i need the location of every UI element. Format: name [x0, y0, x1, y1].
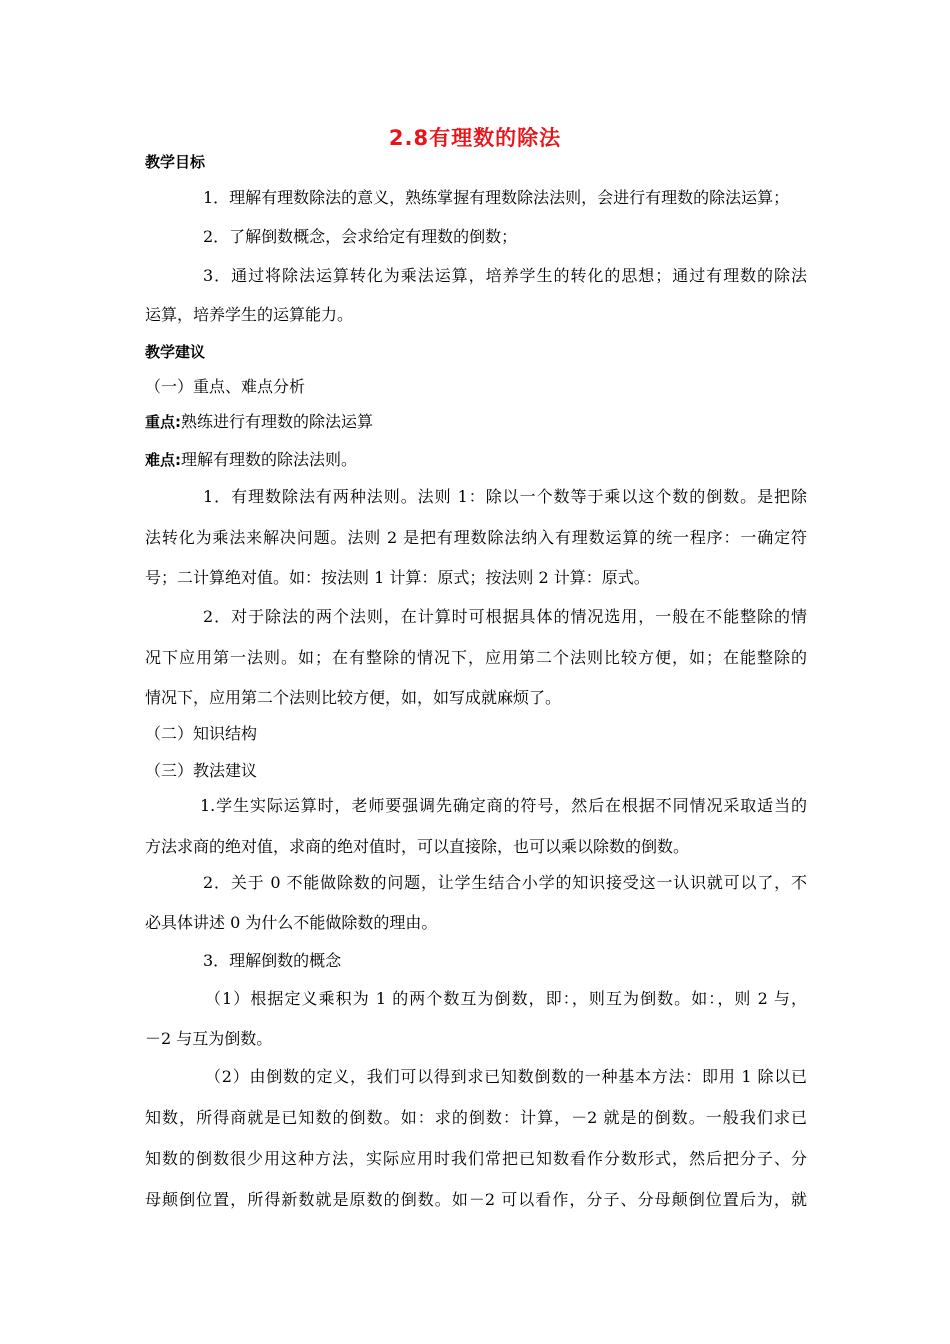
- goal-3-line-1: 3．通过将除法运算转化为乘法运算，培养学生的转化的思想；通过有理数的除法: [203, 266, 807, 285]
- para-3-line-2: 方法求商的绝对值，求商的绝对值时，可以直接除，也可以乘以除数的倒数。: [145, 837, 690, 856]
- section-1-heading: （一）重点、难点分析: [145, 377, 306, 396]
- para-7-line-1: （2）由倒数的定义，我们可以得到求已知数倒数的一种基本方法：即用 1 除以已: [205, 1067, 807, 1086]
- difficult-point-label: 难点:: [145, 451, 181, 469]
- section-3-heading: （三）教法建议: [145, 761, 258, 780]
- para-2-line-3: 情况下，应用第二个法则比较方便，如，如写成就麻烦了。: [145, 688, 562, 707]
- difficult-point: [145, 449, 807, 471]
- heading-teaching-suggestions: 教学建议: [145, 343, 206, 361]
- para-3-line-1: 1.学生实际运算时，老师要强调先确定商的符号，然后在根据不同情况采取适当的: [200, 796, 807, 815]
- para-2-line-2: 况下应用第一法则。如；在有整除的情况下，应用第二个法则比较方便，如；在能整除的: [145, 648, 807, 667]
- document-title: 2.8有理数的除法: [388, 126, 562, 150]
- para-5-heading: 3．理解倒数的概念: [203, 951, 342, 970]
- para-2-line-1: 2．对于除法的两个法则，在计算时可根据具体的情况选用，一般在不能整除的情: [203, 607, 807, 626]
- goal-1: 1．理解有理数除法的意义，熟练掌握有理数除法法则，会进行有理数的除法运算；: [203, 188, 790, 207]
- para-4-line-1: 2．关于 0 不能做除数的问题，让学生结合小学的知识接受这一认识就可以了，不: [203, 873, 807, 892]
- para-6-line-1: （1）根据定义乘积为 1 的两个数互为倒数，即：，则互为倒数。如：，则 2 与，: [205, 989, 807, 1008]
- para-7-line-4: 母颠倒位置，所得新数就是原数的倒数。如－2 可以看作，分子、分母颠倒位置后为，就: [145, 1190, 807, 1209]
- key-point: [145, 411, 807, 433]
- para-7-line-3: 知数的倒数很少用这种方法，实际应用时我们常把已知数看作分数形式，然后把分子、分: [145, 1149, 807, 1168]
- para-7-line-2: 知数，所得商就是已知数的倒数。如：求的倒数：计算，－2 就是的倒数。一般我们求已: [145, 1108, 807, 1127]
- goal-2: 2．了解倒数概念，会求给定有理数的倒数；: [203, 227, 518, 246]
- section-2-heading: （二）知识结构: [145, 724, 258, 743]
- heading-teaching-goals: 教学目标: [145, 153, 206, 171]
- para-1-line-3: 号；二计算绝对值。如：按法则 1 计算：原式；按法则 2 计算：原式。: [145, 568, 650, 587]
- key-point-label: 重点:: [145, 413, 181, 431]
- difficult-point-text: 理解有理数的除法法则。: [181, 450, 358, 469]
- para-4-line-2: 必具体讲述 0 为什么不能做除数的理由。: [145, 913, 438, 932]
- key-point-text: 熟练进行有理数的除法运算: [181, 412, 374, 431]
- para-1-line-2: 法转化为乘法来解决问题。法则 2 是把有理数除法纳入有理数运算的统一程序：一确定符: [145, 528, 807, 547]
- para-6-line-2: －2 与互为倒数。: [145, 1029, 273, 1048]
- goal-3-line-2: 运算，培养学生的运算能力。: [145, 305, 354, 324]
- para-1-line-1: 1．有理数除法有两种法则。法则 1：除以一个数等于乘以这个数的倒数。是把除: [203, 487, 807, 506]
